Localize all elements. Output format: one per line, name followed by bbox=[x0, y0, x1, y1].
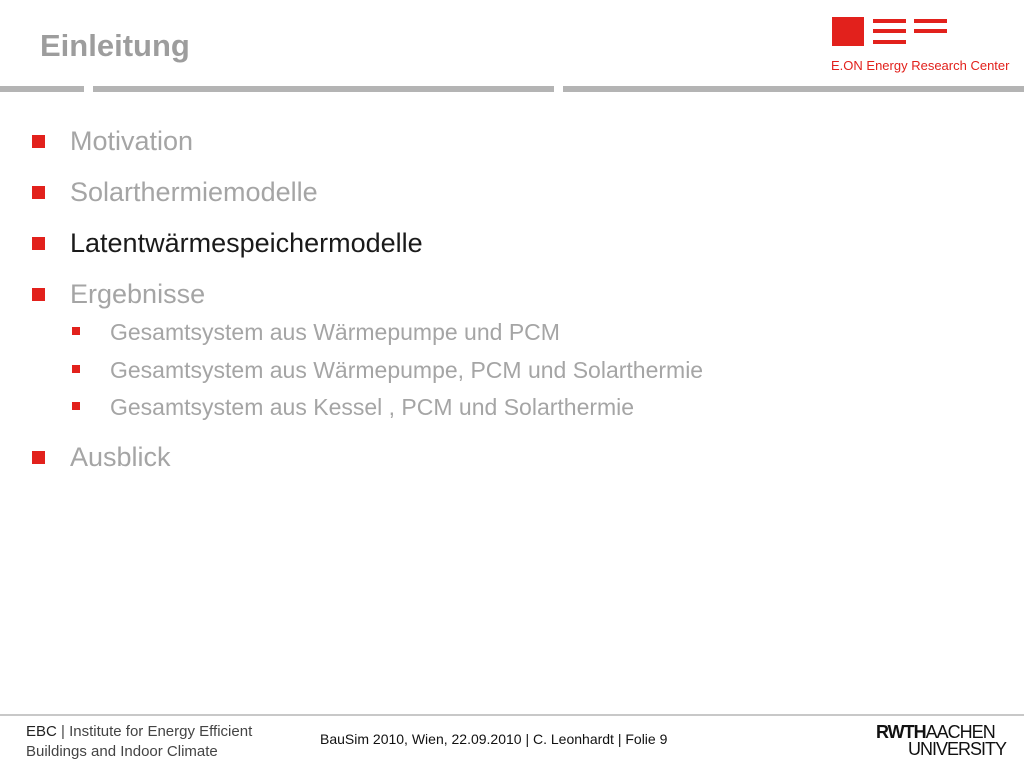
institute-logo-line1 bbox=[26, 722, 252, 742]
footer-rule bbox=[0, 714, 1024, 716]
agenda-item-motivation: Motivation bbox=[70, 126, 194, 156]
bullet-square-icon bbox=[32, 135, 45, 148]
bullet-small-square-icon bbox=[72, 327, 80, 335]
rwth-logo-rwth: RWTH bbox=[876, 722, 926, 742]
slide-title: Einleitung bbox=[40, 28, 190, 63]
institute-name-line2: Buildings and Indoor Climate bbox=[26, 743, 218, 760]
bullet-square-icon bbox=[32, 451, 45, 464]
bullet-square-icon bbox=[32, 237, 45, 250]
agenda-item-solarthermiemodelle: Solarthermiemodelle bbox=[70, 177, 318, 207]
eon-logo-text: E.ON Energy Research Center bbox=[831, 58, 1010, 73]
bullet-small-square-icon bbox=[72, 402, 80, 410]
bullet-square-icon bbox=[32, 186, 45, 199]
rwth-logo-aachen: AACHEN bbox=[925, 722, 995, 742]
agenda-subitem: Gesamtsystem aus Kessel , PCM und Solarthermie bbox=[110, 394, 635, 420]
rwth-logo-university: UNIVERSITY bbox=[908, 739, 1007, 759]
agenda-item-ausblick: Ausblick bbox=[70, 442, 171, 472]
rwth-university-logo bbox=[876, 722, 1007, 760]
agenda-item-ergebnisse: Ergebnisse bbox=[70, 279, 206, 309]
agenda-subitem: Gesamtsystem aus Wärmepumpe und PCM bbox=[110, 319, 560, 345]
institute-abbr: EBC bbox=[26, 723, 57, 740]
agenda-subitem: Gesamtsystem aus Wärmepumpe, PCM und Solarthermie bbox=[110, 357, 704, 383]
footer-citation: BauSim 2010, Wien, 22.09.2010 | C. Leonhardt | Folie 9 bbox=[320, 731, 668, 747]
bullet-square-icon bbox=[32, 288, 45, 301]
institute-name-line1: Institute for Energy Efficient bbox=[69, 723, 253, 740]
agenda-item-latentwaermespeichermodelle: Latentwärmespeichermodelle bbox=[70, 228, 423, 258]
institute-logo bbox=[26, 722, 252, 762]
institute-separator: | bbox=[61, 723, 65, 740]
bullet-small-square-icon bbox=[72, 365, 80, 373]
